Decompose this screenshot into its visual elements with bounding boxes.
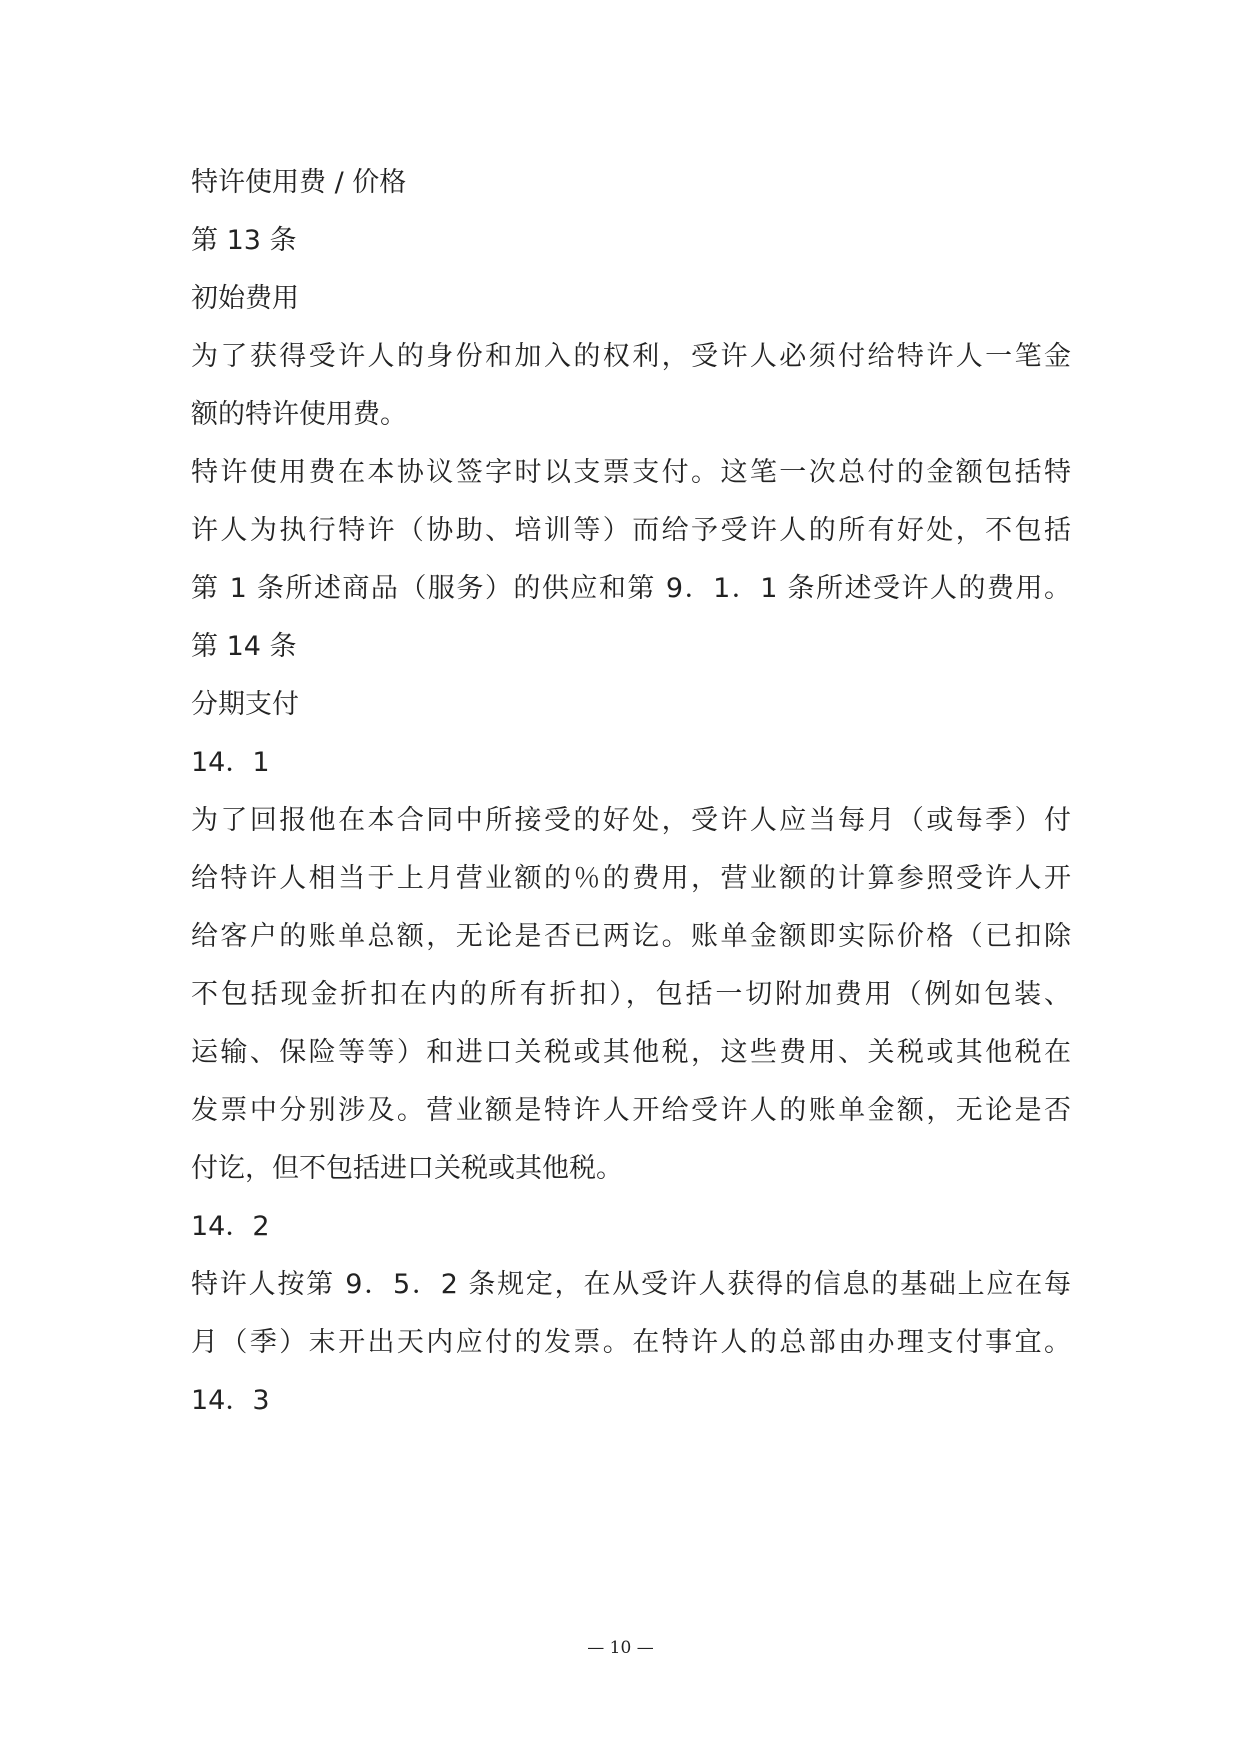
article-number: 第 14 条 xyxy=(191,631,297,662)
page-number: — 10 — xyxy=(587,1638,654,1658)
paragraph-line: 运输、保险等等）和进口关税或其他税，这些费用、关税或其他税在 xyxy=(191,1037,1071,1068)
paragraph-line: 发票中分别涉及。营业额是特许人开给受许人的账单金额，无论是否 xyxy=(191,1095,1071,1126)
clause-number: 14．1 xyxy=(191,747,270,778)
paragraph-line: 许人为执行特许（协助、培训等）而给予受许人的所有好处，不包括 xyxy=(191,515,1071,546)
paragraph-line: 为了回报他在本合同中所接受的好处，受许人应当每月（或每季）付 xyxy=(191,805,1071,836)
paragraph-line: 第 1 条所述商品（服务）的供应和第 9．1．1 条所述受许人的费用。 xyxy=(191,573,1071,604)
clause-number: 14．2 xyxy=(191,1211,270,1242)
paragraph-line: 给特许人相当于上月营业额的％的费用，营业额的计算参照受许人开 xyxy=(191,863,1071,894)
paragraph-line: 给客户的账单总额，无论是否已两讫。账单金额即实际价格（已扣除 xyxy=(191,921,1071,952)
paragraph-line: 额的特许使用费。 xyxy=(191,399,407,430)
article-number: 第 13 条 xyxy=(191,225,297,256)
clause-number: 14．3 xyxy=(191,1385,270,1416)
paragraph-line: 月（季）末开出天内应付的发票。在特许人的总部由办理支付事宜。 xyxy=(191,1327,1071,1358)
paragraph-line: 为了获得受许人的身份和加入的权利，受许人必须付给特许人一笔金 xyxy=(191,341,1071,372)
paragraph-line: 付讫，但不包括进口关税或其他税。 xyxy=(191,1153,623,1184)
paragraph-line: 特许使用费在本协议签字时以支票支付。这笔一次总付的金额包括特 xyxy=(191,457,1071,488)
article-title: 分期支付 xyxy=(191,689,299,720)
section-heading: 特许使用费 / 价格 xyxy=(191,167,407,198)
article-title: 初始费用 xyxy=(191,283,299,314)
paragraph-line: 不包括现金折扣在内的所有折扣），包括一切附加费用（例如包装、 xyxy=(191,979,1071,1010)
paragraph-line: 特许人按第 9．5．2 条规定，在从受许人获得的信息的基础上应在每 xyxy=(191,1269,1071,1300)
